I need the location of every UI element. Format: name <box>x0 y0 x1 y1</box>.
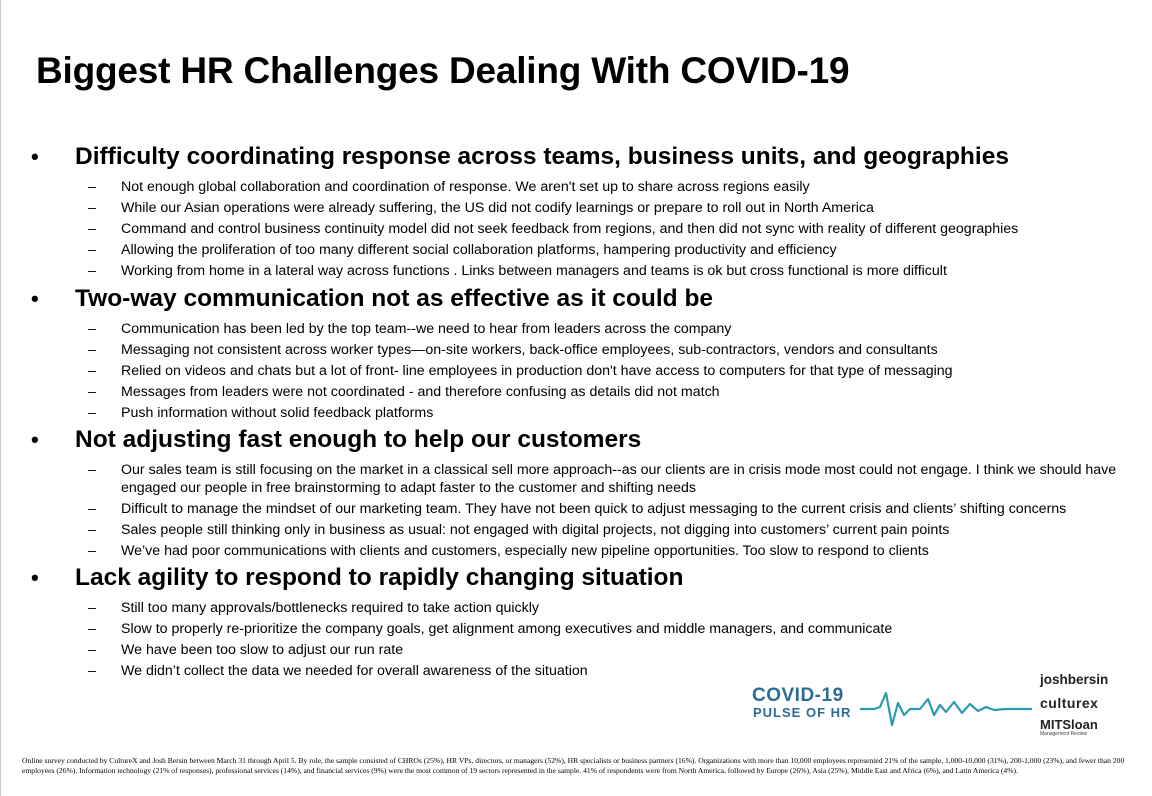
list-item: – While our Asian operations were already suffering, the US did not codify learnings or prepare to roll out in North America <box>88 200 874 216</box>
list-item: – Working from home in a lateral way across functions . Links between managers and teams is ok but cross functional is more difficult <box>88 263 947 279</box>
bullet-icon: • <box>31 427 39 452</box>
bullet-icon: • <box>31 286 39 311</box>
dash-icon: – <box>88 200 96 216</box>
list-item: – Still too many approvals/bottlenecks required to take action quickly <box>88 600 539 616</box>
covid-logo-title: COVID-19 <box>752 685 844 706</box>
list-item: – We’ve had poor communications with clients and customers, especially new pipeline opportunities. Too slow to respond to clients <box>88 543 929 559</box>
mit-sloan-subtitle: Management Review <box>1040 731 1087 737</box>
challenge-list <box>0 143 1152 681</box>
pulse-wave-icon <box>860 685 1032 733</box>
list-item: – Messages from leaders were not coordinated - and therefore confusing as details did not match <box>88 384 720 400</box>
dash-icon: – <box>88 342 96 358</box>
list-item: – Push information without solid feedback platforms <box>88 405 434 421</box>
list-item: – Messaging not consistent across worker types—on-site workers, back-office employees, sub-contractors, vendors and consultants <box>88 342 938 358</box>
dash-icon: – <box>88 642 96 658</box>
section-heading: Not adjusting fast enough to help our customers <box>75 426 642 453</box>
dash-icon: – <box>88 384 96 400</box>
list-item: – Difficult to manage the mindset of our marketing team. They have not been quick to adjust messaging to the current crisis and clients’ shifting concerns <box>88 501 1067 517</box>
dash-icon: – <box>88 621 96 637</box>
dash-icon: – <box>88 242 96 258</box>
covid-logo-subtitle: PULSE OF HR <box>753 705 852 720</box>
list-item: – Slow to properly re-prioritize the company goals, get alignment among executives and middle managers, and communicate <box>88 621 893 637</box>
list-item: – Relied on videos and chats but a lot of front- line employees in production don't have access to computers for that type of messaging <box>88 363 953 379</box>
list-item: – Communication has been led by the top team--we need to hear from leaders across the company <box>88 321 732 337</box>
dash-icon: – <box>88 663 96 679</box>
dash-icon: – <box>88 221 96 237</box>
bullet-icon: • <box>31 144 39 169</box>
list-item: – We have been too slow to adjust our run rate <box>88 642 404 658</box>
list-item: – Our sales team is still focusing on the market in a classical sell more approach--as our clients are in crisis mode most could not engage. I think we should have engaged our people in free brainstorming to adapt faster to the customer and shifting needs <box>88 462 1117 496</box>
dash-icon: – <box>88 522 96 538</box>
culturex-logo: culturex <box>1040 695 1099 711</box>
challenge-section-agility <box>0 564 1152 681</box>
list-item: – Allowing the proliferation of too many different social collaboration platforms, hampering productivity and efficiency <box>88 242 837 258</box>
dash-icon: – <box>88 600 96 616</box>
list-item: – We didn’t collect the data we needed for overall awareness of the situation <box>88 663 588 679</box>
dash-icon: – <box>88 501 96 517</box>
dash-icon: – <box>88 263 96 279</box>
survey-footnote: Online survey conducted by CultureX and Josh Bersin between March 31 through April 5. By role, the sample consisted of CHROs (25%), HR VPs, directors, or managers (52%), HR specialists or business partners (16%). Organizations with more than 10,000 employees represented 21% of the sample, 1,000-10,000 (31%), 200-1,000 (23%), and fewer than 200 employees (26%). Information technology (21% of responses), professional services (14%), and financial services (9%) were the most common of 19 sectors represented in the sample. 41% of respondents were from North America, followed by Europe (26%), Asia (25%), Middle East and Africa (6%), and Latin America (4%). <box>22 756 1125 775</box>
section-heading: Lack agility to respond to rapidly changing situation <box>75 564 684 591</box>
dash-icon: – <box>88 179 96 195</box>
section-heading: Two-way communication not as effective as it could be <box>75 285 714 312</box>
joshbersin-logo: joshbersin <box>1040 672 1109 687</box>
dash-icon: – <box>88 363 96 379</box>
bullet-icon: • <box>31 565 39 590</box>
challenge-section-customers <box>0 426 1152 561</box>
mit-sloan-logo: MITSloan <box>1040 717 1098 732</box>
covid-pulse-logo <box>752 685 1082 745</box>
dash-icon: – <box>88 405 96 421</box>
challenge-section-coordination <box>0 143 1152 281</box>
list-item: – Sales people still thinking only in business as usual: not engaged with digital projects, not digging into customers’ current pain points <box>88 522 950 538</box>
dash-icon: – <box>88 543 96 559</box>
challenge-section-communication <box>0 285 1152 423</box>
section-heading: Difficulty coordinating response across teams, business units, and geographies <box>75 143 1009 170</box>
slide-title: Biggest HR Challenges Dealing With COVID-19 <box>36 50 850 91</box>
list-item: – Not enough global collaboration and coordination of response. We aren't set up to share across regions easily <box>88 179 810 195</box>
dash-icon: – <box>88 321 96 337</box>
dash-icon: – <box>88 462 96 478</box>
list-item: – Command and control business continuity model did not seek feedback from regions, and then did not sync with reality of different geographies <box>88 221 1019 237</box>
